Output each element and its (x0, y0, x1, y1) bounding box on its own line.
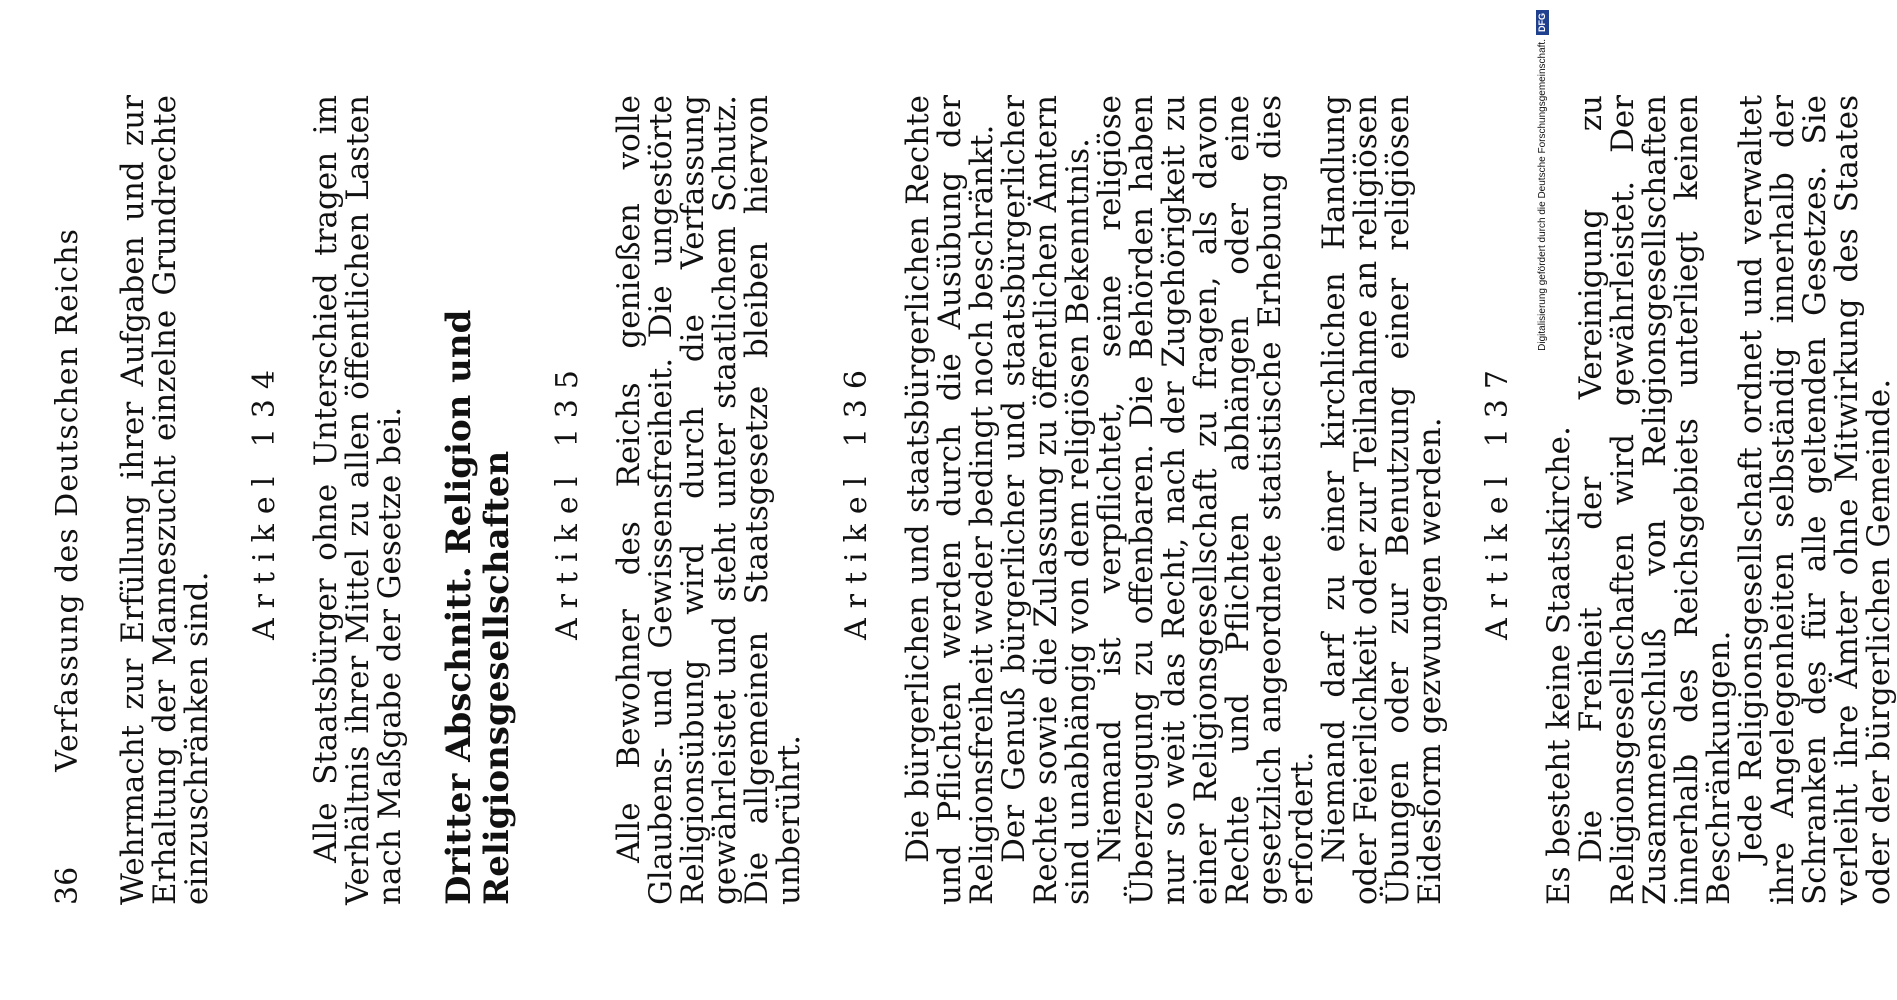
paragraph: Es besteht keine Staatskirche. (1541, 426, 1577, 905)
article-heading: Artikel 134 (247, 360, 282, 640)
funding-credit: Digitalisierung gefördert durch die Deutsche Forschungsgemeinschaft. (1536, 39, 1548, 351)
dfg-logo: DFG (1536, 10, 1549, 35)
digitization-note (1535, 10, 1549, 990)
paragraph: Alle Bewohner des Reichs genießen volle Glaubens- und Gewissensfreiheit. Die ungestörte Religionsübung wird durch die Verfassung gewährleistet und steht unter staatlichem Schutz. Die allgemeinen Staatsgesetze bleiben hiervon unberührt. (611, 95, 807, 905)
page-number: 36 (50, 866, 85, 905)
page-body (117, 95, 1895, 905)
paragraph: Die bürgerlichen und staatsbürgerlichen Rechte und Pflichten werden durch die Ausübung der Religionsfreiheit weder bedingt noch beschränkt. (900, 95, 1000, 905)
article-heading: Artikel 135 (550, 360, 585, 640)
paragraph: Der Genuß bürgerlicher und staatsbürgerlicher Rechte sowie die Zulassung zu öffentlichen Ämtern sind unabhängig von dem religiösen Bekenntnis. (996, 95, 1096, 905)
section-heading: Dritter Abschnitt. Religion und Religionsgesellschaften (439, 309, 517, 905)
running-head (50, 95, 95, 905)
article-heading: Artikel 137 (1480, 360, 1515, 640)
paragraph: Alle Staatsbürger ohne Unterschied tragen im Verhältnis ihrer Mittel zu allen öffentlichen Lasten nach Maßgabe der Gesetze bei. (308, 95, 408, 905)
paragraph: Wehrmacht zur Erfüllung ihrer Aufgaben und zur Erhaltung der Manneszucht einzelne Grundrechte einzuschränken sind. (115, 95, 215, 905)
paragraph: Niemand darf zu einer kirchlichen Handlung oder Feierlichkeit oder zur Teilnahme an religiösen Übungen oder zur Benutzung einer religiösen Eidesform gezwungen werden. (1316, 95, 1448, 905)
article-heading: Artikel 136 (839, 360, 874, 640)
paragraph: Die Freiheit der Vereinigung zu Religionsgesellschaften wird gewährleistet. Der Zusammenschluß von Religionsgesellschaften innerhalb des Reichsgebiets unterliegt keinen Beschränkungen. (1573, 95, 1737, 905)
paragraph: Niemand ist verpflichtet, seine religiöse Überzeugung zu offenbaren. Die Behörden haben nur so weit das Recht, nach der Zugehörigkeit zu einer Religionsgesellschaft zu fragen, als davon Rechte und Pflichten abhängen oder eine gesetzlich angeordnete statistische Erhebung dies erfordert. (1092, 95, 1320, 905)
paragraph: Jede Religionsgesellschaft ordnet und verwaltet ihre Angelegenheiten selbständig innerhalb der Schranken des für alle geltenden Gesetzes. Sie verleiht ihre Ämter ohne Mitwirkung des Staates oder der bürgerlichen Gemeinde. (1733, 95, 1897, 905)
running-title: Verfassung des Deutschen Reichs (50, 228, 85, 772)
